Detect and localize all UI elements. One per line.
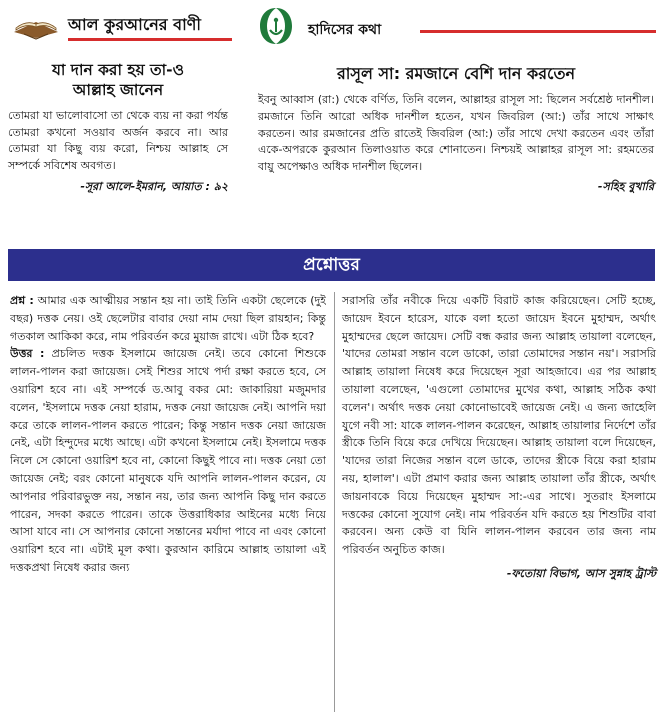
hadith-section-title: হাদিসের কথা (308, 22, 382, 38)
question-text: আমার এক আত্মীয়র সন্তান হয় না। তাই তিনি একটা ছেলেকে (দুই বছর) দত্তক নেয়। ওই ছেলেটার বাবার দেয়া নাম দেয়া ছিল রায়হান; কিন্তু গতকাল আকিকা করে, নাম পরিবর্তন করে মুয়াজ রাখে। এটা ঠিক হবে? (10, 294, 326, 343)
answer-text-left: প্রচলিত দত্তক ইসলামে জায়েজ নেই। তবে কোনো শিশুকে লালন-পালন করা জায়েজ। সেই শিশুর সাথে পর্দা রক্ষা করতে হবে, সে ওয়ারিশ হবে না। এই সম্পর্কে ড.আবু বকর মো: জাকারিয়া মজুমদার বলেন, 'ইসলামে দত্তক নেয়া হারাম, দত্তক নেয়া জায়েজ নেই। আপনি দয়া করে তাকে লালন-পালন করতে পারেন; কিন্তু সন্তান দত্তক নেয়া জায়েজ নেই, এটা হিন্দুদের মধ্যে আছে। এটা কখনো ইসলামে নেই। ইসলামে দত্তক নিলে সে কোনো ওয়ারিশ হবে না, কোনো কিছুই পাবে না। দত্তক নেয়া তো জায়েজ নেই; বরং কোনো মানুষকে যদি আপনি লালন-পালন করেন, যে আপনার পরিবারভুক্ত নয়, সন্তান নয়, তার জন্য আপনি কিছু দান করতে পারেন, সদকা করতে পারেন। তাকে উত্তরাধিকার আইনের মধ্যে নিয়ে আসা যাবে না। সে আপনার কোনো সন্তানের মর্যাদা পাবে না এবং কোনো ওয়ারিশ হবে না। এটাই মূল কথা। কুরআন কারিমে আল্লাহ তায়ালা এই দত্তকপ্রথা নিষেধ করার জন্য (10, 347, 326, 574)
section-rule (68, 38, 232, 41)
column-divider (334, 292, 335, 712)
verse-headline-line: আল্লাহ জানেন (72, 81, 164, 99)
verse-headline-line: যা দান করা হয় তা-ও (51, 61, 184, 79)
verse-text: তোমরা যা ভালোবাসো তা থেকে ব্যয় না করা পর্যন্ত তোমরা কখনো সওয়াব অর্জন করবে না। আর তোমরা যা কিছু ব্যয় করো, নিশ্চয় আল্লাহ সে সম্পর্কে সবিশেষ অবগত। (8, 109, 228, 172)
hadith-text: ইবনু আব্বাস (রা:) থেকে বর্ণিত, তিনি বলেন, আল্লাহর রাসূল সা: ছিলেন সর্বশ্রেষ্ঠ দানশীল। রমজানে তিনি আরো অধিক দানশীল হতেন, যখন জিবরিল (আ:) তাঁর সাথে সাক্ষাৎ করতেন। আর রমজানের প্রতি রাতেই জিবরিল (আ:) তাঁর সাথে দেখা করতেন এবং তাঁরা একে-অপরকে কুরআন তিলাওয়াত করে শোনাতেন। নিশ্চয়ই আল্লাহর রাসূল সা: রহমতের বায়ু অপেক্ষাও অধিক দানশীল ছিলেন। (258, 93, 654, 174)
hadith-headline: রাসূল সা: রমজানে বেশি দান করতেন (336, 64, 576, 83)
verse-section-header (4, 4, 240, 44)
crescent-logo-icon (258, 6, 294, 46)
hadith-article (258, 64, 654, 197)
answer-paragraph (10, 345, 326, 576)
hadith-section-header (258, 4, 658, 48)
question-paragraph (10, 292, 326, 345)
answer-text-right: সরাসরি তাঁর নবীকে দিয়ে একটি বিরাট কাজ করিয়েছেন। সেটি হচ্ছে, জায়েদ ইবনে হারেস, যাকে বলা হতো জায়েদ ইবনে মুহাম্মদ, অর্থাৎ মুহাম্মদের ছেলে জায়েদ। সেটি বন্ধ করার জন্য আল্লাহ তায়ালা বলেছেন, 'যাদের তোমরা সন্তান বলে ডাকো, তারা তোমাদের সন্তান নয়'। সরাসরি আল্লাহ তায়ালা নিষেধ করে দিয়েছেন সূরা আহজাবে। এর পর আল্লাহ তায়ালা বলেছেন, 'এগুলো তোমাদের মুখের কথা, আল্লাহ সঠিক কথা বলেন'। অর্থাৎ দত্তক নেয়া কোনোভাবেই জায়েজ নেই। এ জন্য জাহেলি যুগে নবী সা: যাকে লালন-পালন করেছেন, আল্লাহ তায়ালার নির্দেশে তাঁর স্ত্রীকে তিনি বিয়ে করে দেখিয়ে দিয়েছেন। আল্লাহ তায়ালা বলে দিয়েছেন, 'যাদের তারা নিজের সন্তান বলে ডাকে, তাদের স্ত্রীকে বিয়ে করা হারাম নয়, হালাল'। এটা প্রমাণ করার জন্য আল্লাহ তায়ালা তাঁর স্ত্রীকে, অর্থাৎ জায়নাবকে বিয়ে দিয়েছেন মুহাম্মদ সা:-এর সাথে। সুতরাং ইসলামে দত্তকের কোনো সুযোগ নেই। নাম পরিবর্তন যদি করতে হয় শিশুটির বাবা করবেন। অন্য কেউ বা যিনি লালন-পালন করবেন তার জন্য নাম পরিবর্তন অনুচিত কাজ। (342, 294, 656, 557)
qa-column-left (10, 292, 326, 716)
qa-banner: প্রশ্নোত্তর (8, 249, 655, 281)
verse-section-title: আল কুরআনের বাণী (68, 15, 201, 34)
qa-column-right (342, 292, 656, 583)
question-label: প্রশ্ন : (10, 294, 34, 307)
book-on-stand-icon (10, 10, 62, 40)
answer-signoff: -ফতোয়া বিভাগ, আস সুন্নাহ ট্রাস্ট (506, 566, 656, 580)
hadith-reference: -সহিহ বুখারি (597, 179, 654, 193)
answer-label: উত্তর : (10, 347, 45, 361)
verse-article (8, 60, 228, 197)
section-rule (420, 30, 656, 33)
verse-reference: -সূরা আলে-ইমরান, আয়াত : ৯২ (80, 180, 228, 194)
verse-headline (8, 60, 228, 100)
